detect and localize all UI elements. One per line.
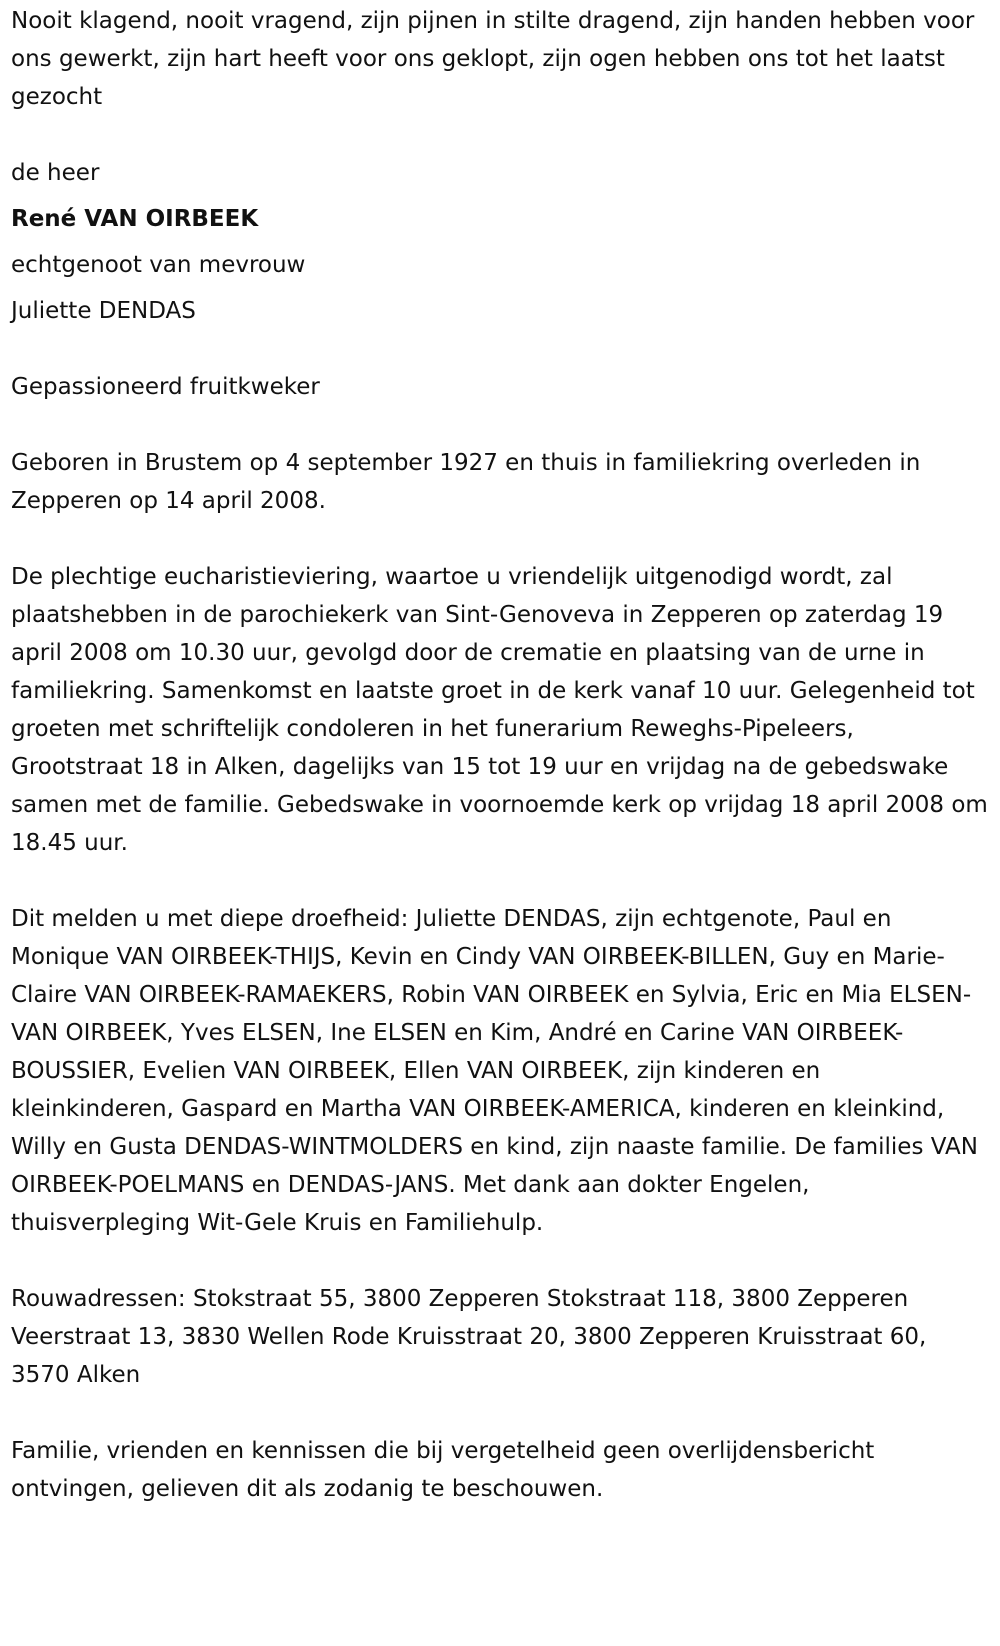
family-paragraph: Dit melden u met diepe droefheid: Juliette DENDAS, zijn echtgenote, Paul en Monique VAN OIRBEEK-THIJS, Kevin en Cindy VAN OIRBEEK-BILLEN, Guy en Marie-Claire VAN OIRBEEK-RAMAEKERS, Robin VAN OIRBEEK en Sylvia, Eric en Mia ELSEN-VAN OIRBEEK, Yves ELSEN, Ine ELSEN en Kim, André en Carine VAN OIRBEEK-BOUSSIER, Evelien VAN OIRBEEK, Ellen VAN OIRBEEK, zijn kinderen en kleinkinderen, Gaspard en Martha VAN OIRBEEK-AMERICA, kinderen en kleinkind, Willy en Gusta DENDAS-WINTMOLDERS en kind, zijn naaste familie. De families VAN OIRBEEK-POELMANS en DENDAS-JANS. Met dank aan dokter Engelen, thuisverpleging Wit-Gele Kruis en Familiehulp. (11, 906, 978, 1236)
salutation: de heer (11, 160, 100, 186)
spouse-label: echtgenoot van mevrouw (11, 252, 306, 278)
ceremony-paragraph: De plechtige eucharistieviering, waartoe u vriendelijk uitgenodigd wordt, zal plaatshebben in de parochiekerk van Sint-Genoveva in Zepperen op zaterdag 19 april 2008 om 10.30 uur, gevolgd door de crematie en plaatsing van de urne in familiekring. Samenkomst en laatste groet in de kerk vanaf 10 uur. Gelegenheid tot groeten met schriftelijk condoleren in het funerarium Reweghs-Pipeleers, Grootstraat 18 in Alken, dagelijks van 15 tot 19 uur en vrijdag na de gebedswake samen met de familie. Gebedswake in voornoemde kerk op vrijdag 18 april 2008 om 18.45 uur. (11, 564, 988, 856)
birth-death-paragraph: Geboren in Brustem op 4 september 1927 en thuis in familiekring overleden in Zepperen op 14 april 2008. (11, 450, 921, 514)
motto-paragraph: Nooit klagend, nooit vragend, zijn pijnen in stilte dragend, zijn handen hebben voor ons gewerkt, zijn hart heeft voor ons geklopt, zijn ogen hebben ons tot het laatst gezocht (11, 8, 975, 110)
occupation: Gepassioneerd fruitkweker (11, 374, 320, 400)
spouse-name: Juliette DENDAS (11, 298, 196, 324)
closing-paragraph: Familie, vrienden en kennissen die bij vergetelheid geen overlijdensbericht ontvingen, gelieven dit als zodanig te beschouwen. (11, 1438, 875, 1502)
addresses-paragraph: Rouwadressen: Stokstraat 55, 3800 Zepperen Stokstraat 118, 3800 Zepperen Veerstraat 13, 3830 Wellen Rode Kruisstraat 20, 3800 Zepperen Kruisstraat 60, 3570 Alken (11, 1286, 927, 1388)
deceased-name: René VAN OIRBEEK (11, 206, 259, 232)
